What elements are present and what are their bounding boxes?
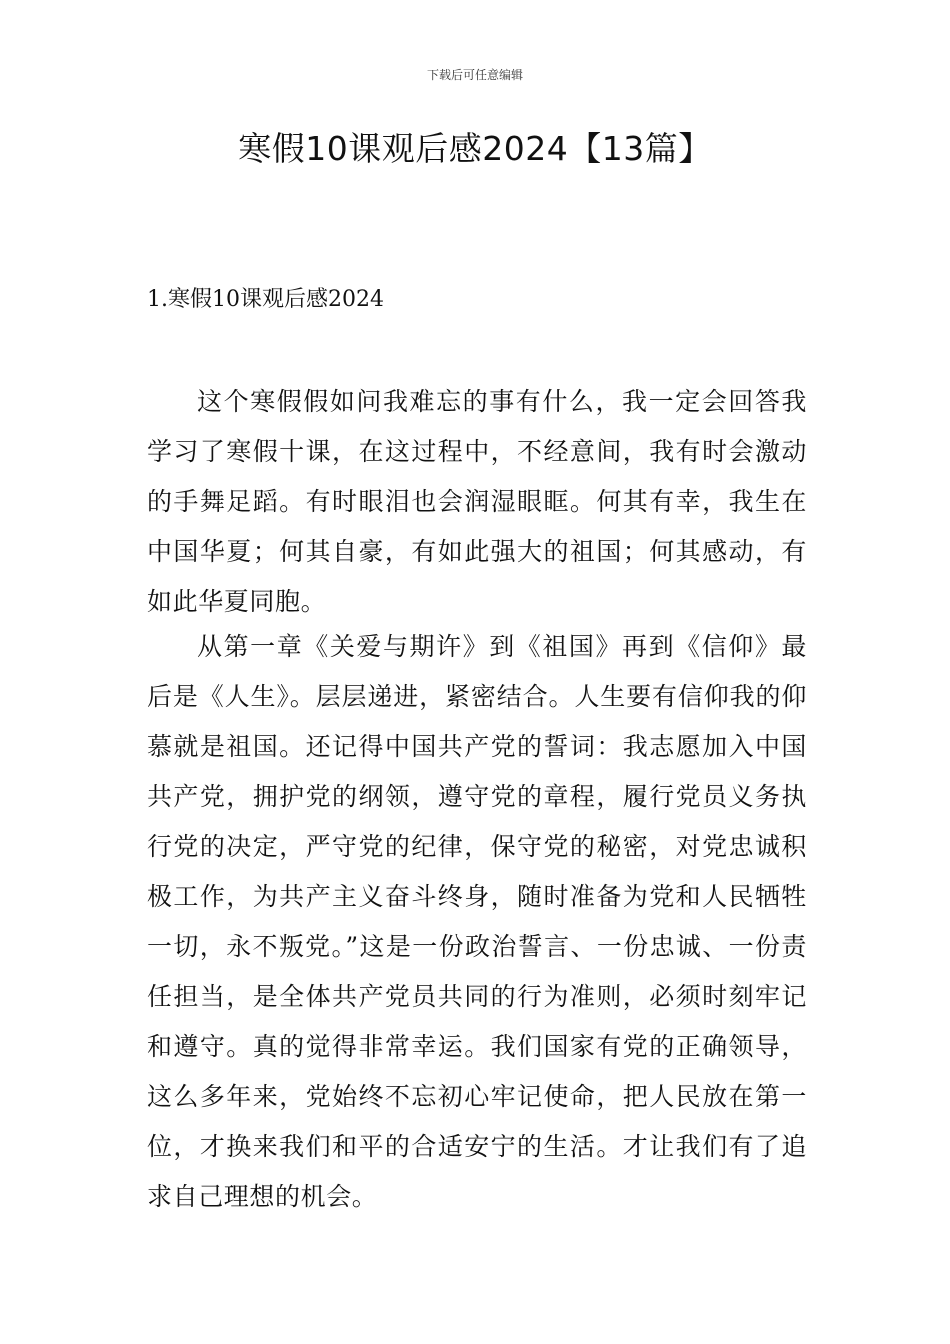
document-title: 寒假10课观后感2024【13篇】 xyxy=(238,129,712,168)
body-paragraph: 这个寒假假如问我难忘的事有什么，我一定会回答我学习了寒假十课，在这过程中，不经意间，我有时会激动的手舞足蹈。有时眼泪也会润湿眼眶。何其有幸，我生在中国华夏；何其自豪，有如此强大的祖国；何其感动，有如此华夏同胞。 xyxy=(147,387,807,616)
header-note: 下载后可任意编辑 xyxy=(426,68,523,82)
section-heading: 1.寒假10课观后感2024 xyxy=(147,287,384,312)
body-paragraph: 从第一章《关爱与期许》到《祖国》再到《信仰》最后是《人生》。层层递进，紧密结合。人生要有信仰我的仰慕就是祖国。还记得中国共产党的誓词：我志愿加入中国共产党，拥护党的纲领，遵守党的章程，履行党员义务执行党的决定，严守党的纪律，保守党的秘密，对党忠诚积极工作，为共产主义奋斗终身，随时准备为党和人民牺牲一切，永不叛党。”这是一份政治誓言、一份忠诚、一份责任担当，是全体共产党员共同的行为准则，必须时刻牢记和遵守。真的觉得非常幸运。我们国家有党的正确领导，这么多年来，党始终不忘初心牢记使命，把人民放在第一位，才换来我们和平的合适安宁的生活。才让我们有了追求自己理想的机会。 xyxy=(147,632,807,1211)
